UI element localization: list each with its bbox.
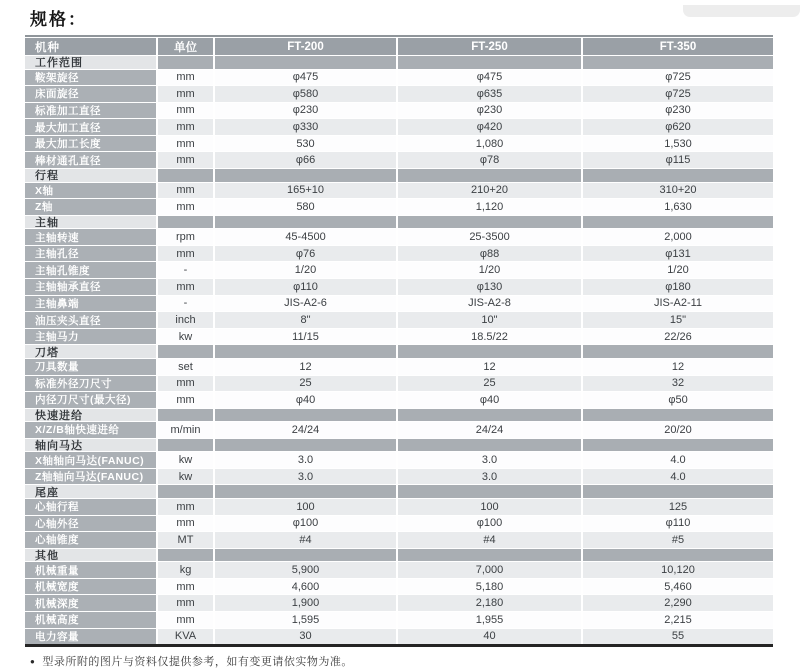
row-label: 刀具数量: [25, 359, 156, 375]
value-cell: 11/15: [215, 329, 396, 345]
table-row: [25, 516, 773, 532]
value-cell: 30: [215, 629, 396, 645]
row-label: 心轴行程: [25, 499, 156, 515]
section-row: [25, 549, 773, 562]
section-row: [25, 169, 773, 182]
table-row: [25, 312, 773, 328]
row-label: Z轴: [25, 199, 156, 215]
unit-cell: m/min: [158, 422, 213, 438]
unit-cell: kw: [158, 469, 213, 485]
value-cell: 10,120: [583, 562, 773, 578]
row-label: 床面旋径: [25, 86, 156, 102]
row-label: 机械高度: [25, 612, 156, 628]
value-cell: φ180: [583, 279, 773, 295]
value-cell: 1,900: [215, 595, 396, 611]
value-cell: 2,180: [398, 595, 581, 611]
value-cell: #4: [398, 532, 581, 548]
value-cell: 5,180: [398, 579, 581, 595]
unit-cell: -: [158, 262, 213, 278]
table-row: [25, 136, 773, 152]
section-band: [158, 439, 213, 452]
unit-cell: mm: [158, 595, 213, 611]
value-cell: φ330: [215, 119, 396, 135]
value-cell: 12: [215, 359, 396, 375]
value-cell: 1,530: [583, 136, 773, 152]
row-label: 机械深度: [25, 595, 156, 611]
value-cell: φ115: [583, 152, 773, 168]
section-band: [158, 549, 213, 562]
value-cell: φ100: [398, 516, 581, 532]
value-cell: φ635: [398, 86, 581, 102]
table-row: [25, 359, 773, 375]
section-band: [158, 169, 213, 182]
unit-cell: mm: [158, 499, 213, 515]
row-label: 心轴锥度: [25, 532, 156, 548]
section-band: [583, 485, 773, 498]
section-label: 主轴: [25, 216, 156, 229]
value-cell: 20/20: [583, 422, 773, 438]
spec-table: [25, 35, 773, 647]
table-row: [25, 329, 773, 345]
header-model-ft-250: FT-250: [398, 38, 581, 55]
value-cell: 3.0: [398, 469, 581, 485]
header-model-ft-350: FT-350: [583, 38, 773, 55]
value-cell: 24/24: [215, 422, 396, 438]
table-row: [25, 296, 773, 312]
section-band: [398, 549, 581, 562]
value-cell: 2,000: [583, 229, 773, 245]
value-cell: 32: [583, 376, 773, 392]
row-label: 主轴转速: [25, 229, 156, 245]
page-title: 规格：: [30, 10, 87, 29]
unit-cell: kg: [158, 562, 213, 578]
section-band: [158, 216, 213, 229]
value-cell: 25: [215, 376, 396, 392]
section-label: 快速进给: [25, 409, 156, 422]
table-row: [25, 262, 773, 278]
value-cell: 165+10: [215, 183, 396, 199]
row-label: 主轴孔径: [25, 246, 156, 262]
value-cell: 1,955: [398, 612, 581, 628]
section-band: [215, 549, 396, 562]
table-row: [25, 452, 773, 468]
value-cell: 4,600: [215, 579, 396, 595]
row-label: 主轴孔锥度: [25, 262, 156, 278]
value-cell: φ620: [583, 119, 773, 135]
table-header-row: [25, 38, 773, 55]
value-cell: 12: [583, 359, 773, 375]
table-row: [25, 612, 773, 628]
section-band: [215, 169, 396, 182]
value-cell: φ230: [583, 103, 773, 119]
section-band: [215, 345, 396, 358]
row-label: 电力容量: [25, 629, 156, 645]
value-cell: JIS-A2-8: [398, 296, 581, 312]
value-cell: 3.0: [215, 469, 396, 485]
row-label: X轴: [25, 183, 156, 199]
value-cell: φ230: [215, 103, 396, 119]
section-band: [215, 409, 396, 422]
row-label: 最大加工直径: [25, 119, 156, 135]
unit-cell: mm: [158, 199, 213, 215]
section-row: [25, 216, 773, 229]
row-label: 标准加工直径: [25, 103, 156, 119]
unit-cell: mm: [158, 119, 213, 135]
value-cell: JIS-A2-6: [215, 296, 396, 312]
value-cell: 530: [215, 136, 396, 152]
table-row: [25, 246, 773, 262]
section-band: [583, 345, 773, 358]
unit-cell: mm: [158, 86, 213, 102]
unit-cell: mm: [158, 579, 213, 595]
value-cell: 7,000: [398, 562, 581, 578]
value-cell: JIS-A2-11: [583, 296, 773, 312]
table-row: [25, 119, 773, 135]
value-cell: 1,630: [583, 199, 773, 215]
section-band: [158, 345, 213, 358]
value-cell: 4.0: [583, 452, 773, 468]
unit-cell: set: [158, 359, 213, 375]
table-row: [25, 183, 773, 199]
table-row: [25, 70, 773, 86]
unit-cell: -: [158, 296, 213, 312]
table-row: [25, 86, 773, 102]
value-cell: 2,215: [583, 612, 773, 628]
value-cell: 210+20: [398, 183, 581, 199]
row-label: 主轴轴承直径: [25, 279, 156, 295]
value-cell: φ40: [215, 392, 396, 408]
value-cell: 5,900: [215, 562, 396, 578]
section-band: [398, 216, 581, 229]
value-cell: 5,460: [583, 579, 773, 595]
section-band: [583, 409, 773, 422]
row-label: 内径刀尺寸(最大径): [25, 392, 156, 408]
unit-cell: mm: [158, 70, 213, 86]
header-unit: 单位: [158, 38, 213, 55]
footnote: [30, 653, 800, 669]
value-cell: 18.5/22: [398, 329, 581, 345]
value-cell: φ475: [215, 70, 396, 86]
unit-cell: mm: [158, 516, 213, 532]
section-band: [158, 56, 213, 69]
row-label: X/Z/B轴快速进给: [25, 422, 156, 438]
section-band: [583, 216, 773, 229]
row-label: 主轴鼻端: [25, 296, 156, 312]
section-band: [583, 549, 773, 562]
value-cell: φ131: [583, 246, 773, 262]
value-cell: φ230: [398, 103, 581, 119]
table-row: [25, 422, 773, 438]
value-cell: 8": [215, 312, 396, 328]
value-cell: 125: [583, 499, 773, 515]
value-cell: φ580: [215, 86, 396, 102]
value-cell: 25-3500: [398, 229, 581, 245]
value-cell: 100: [398, 499, 581, 515]
table-row: [25, 376, 773, 392]
value-cell: φ110: [583, 516, 773, 532]
unit-cell: mm: [158, 183, 213, 199]
section-row: [25, 56, 773, 69]
row-label: 机械重量: [25, 562, 156, 578]
value-cell: #4: [215, 532, 396, 548]
row-label: 标准外径刀尺寸: [25, 376, 156, 392]
value-cell: φ725: [583, 70, 773, 86]
value-cell: 24/24: [398, 422, 581, 438]
unit-cell: mm: [158, 152, 213, 168]
unit-cell: inch: [158, 312, 213, 328]
section-band: [398, 345, 581, 358]
unit-cell: kw: [158, 452, 213, 468]
row-label: 主轴马力: [25, 329, 156, 345]
section-label: 刀塔: [25, 345, 156, 358]
value-cell: 40: [398, 629, 581, 645]
value-cell: φ725: [583, 86, 773, 102]
table-row: [25, 103, 773, 119]
value-cell: 55: [583, 629, 773, 645]
value-cell: φ100: [215, 516, 396, 532]
header-machine: 机种: [25, 38, 156, 55]
value-cell: 45-4500: [215, 229, 396, 245]
value-cell: 1,080: [398, 136, 581, 152]
table-row: [25, 469, 773, 485]
value-cell: 2,290: [583, 595, 773, 611]
value-cell: 1/20: [215, 262, 396, 278]
section-band: [158, 485, 213, 498]
table-row: [25, 279, 773, 295]
section-row: [25, 409, 773, 422]
value-cell: φ76: [215, 246, 396, 262]
page-edge-artifact: [683, 5, 800, 17]
unit-cell: KVA: [158, 629, 213, 645]
table-row: [25, 392, 773, 408]
section-band: [215, 485, 396, 498]
row-label: X轴轴向马达(FANUC): [25, 452, 156, 468]
value-cell: 1,120: [398, 199, 581, 215]
section-band: [583, 439, 773, 452]
table-row: [25, 199, 773, 215]
value-cell: φ88: [398, 246, 581, 262]
section-band: [583, 56, 773, 69]
section-band: [398, 439, 581, 452]
value-cell: 25: [398, 376, 581, 392]
unit-cell: mm: [158, 612, 213, 628]
section-band: [398, 409, 581, 422]
section-band: [215, 439, 396, 452]
bullet-icon: ●: [30, 656, 36, 666]
value-cell: φ78: [398, 152, 581, 168]
header-model-ft-200: FT-200: [215, 38, 396, 55]
row-label: 油压夹头直径: [25, 312, 156, 328]
value-cell: 10": [398, 312, 581, 328]
section-row: [25, 345, 773, 358]
value-cell: 1,595: [215, 612, 396, 628]
value-cell: φ50: [583, 392, 773, 408]
row-label: 最大加工长度: [25, 136, 156, 152]
unit-cell: mm: [158, 246, 213, 262]
section-band: [215, 56, 396, 69]
unit-cell: rpm: [158, 229, 213, 245]
table-row: [25, 562, 773, 578]
table-row: [25, 499, 773, 515]
value-cell: 3.0: [398, 452, 581, 468]
value-cell: φ40: [398, 392, 581, 408]
value-cell: 580: [215, 199, 396, 215]
value-cell: φ475: [398, 70, 581, 86]
unit-cell: MT: [158, 532, 213, 548]
section-band: [398, 169, 581, 182]
value-cell: 3.0: [215, 452, 396, 468]
value-cell: φ66: [215, 152, 396, 168]
section-label: 轴向马达: [25, 439, 156, 452]
value-cell: φ110: [215, 279, 396, 295]
value-cell: #5: [583, 532, 773, 548]
table-row: [25, 595, 773, 611]
value-cell: φ130: [398, 279, 581, 295]
section-label: 其他: [25, 549, 156, 562]
unit-cell: mm: [158, 103, 213, 119]
section-row: [25, 439, 773, 452]
section-band: [158, 409, 213, 422]
unit-cell: mm: [158, 376, 213, 392]
value-cell: 310+20: [583, 183, 773, 199]
table-row: [25, 229, 773, 245]
section-band: [398, 485, 581, 498]
value-cell: 100: [215, 499, 396, 515]
table-row: [25, 629, 773, 645]
value-cell: 12: [398, 359, 581, 375]
value-cell: 1/20: [583, 262, 773, 278]
row-label: 机械宽度: [25, 579, 156, 595]
value-cell: φ420: [398, 119, 581, 135]
row-label: Z轴轴向马达(FANUC): [25, 469, 156, 485]
value-cell: 15": [583, 312, 773, 328]
unit-cell: kw: [158, 329, 213, 345]
section-label: 尾座: [25, 485, 156, 498]
section-row: [25, 485, 773, 498]
table-row: [25, 152, 773, 168]
unit-cell: mm: [158, 136, 213, 152]
footnote-text: 型录所附的图片与资料仅提供参考，如有变更请依实物为准。: [42, 656, 353, 669]
section-band: [398, 56, 581, 69]
table-row: [25, 532, 773, 548]
value-cell: 4.0: [583, 469, 773, 485]
section-label: 工作范围: [25, 56, 156, 69]
section-label: 行程: [25, 169, 156, 182]
row-label: 心轴外径: [25, 516, 156, 532]
value-cell: 22/26: [583, 329, 773, 345]
table-row: [25, 579, 773, 595]
row-label: 棒材通孔直径: [25, 152, 156, 168]
value-cell: 1/20: [398, 262, 581, 278]
unit-cell: mm: [158, 392, 213, 408]
section-band: [583, 169, 773, 182]
section-band: [215, 216, 396, 229]
unit-cell: mm: [158, 279, 213, 295]
row-label: 鞍架旋径: [25, 70, 156, 86]
